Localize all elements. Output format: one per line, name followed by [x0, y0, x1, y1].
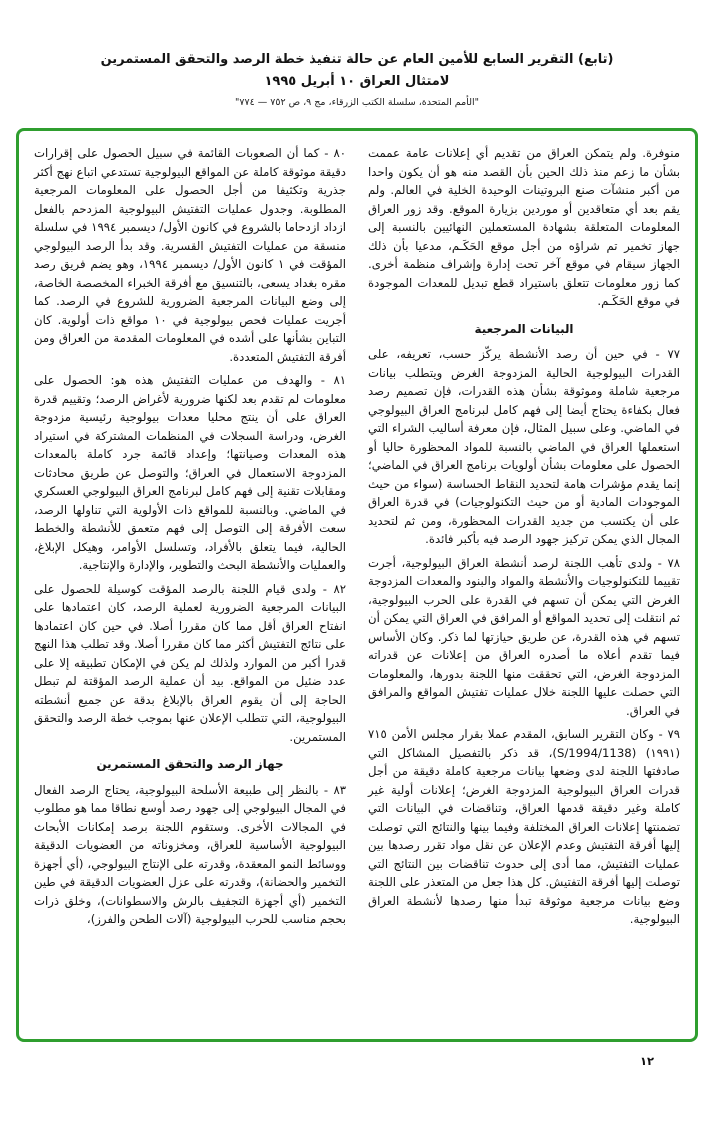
paragraph-78: ٧٨ - ولدى تأهب اللجنة لرصد أنشطة العراق البيولوجية، أجرت تقييما للتكنولوجيات والأنشطة والمواد والبنود والمعدات المزدوجة الغرض التي يمكن أن تسهم في القدرة على الحرب البيولوجية، ثم انتقلت إلى تحديد المواقع أو المرافق في العراق التي يمكن أن تسهم في هذه القدرة، عن طريق حيازتها لما ذكر. وكان الأساس فيما تقدم أعلاه ما أصدره العراق من إعلانات عن قدراته المزدوجة الغرض، التي تحققت منها اللجنة بدورها، والمعلومات التي حصلت عليها اللجنة خلال عمليات تفتيش المواقع والمرافق في العراق.: [367, 555, 680, 718]
column-left: [34, 144, 346, 1026]
paragraph-79: ٧٩ - وكان التقرير السابق، المقدم عملا بقرار مجلس الأمن ٧١٥ (١٩٩١) (S/1994/1138)، قد ذكر بالتفصيل المشاكل التي صادفتها اللجنة لدى وضعها بيانات مرجعية كاملة دقيقة من أجل قدرات العراق البيولوجية المزدوجة الغرض؛ إعلانات أولية غير كاملة وغير دقيقة قدمها العراق، وتناقضات في البيانات التي تضمنتها إعلانات العراق المختلفة وفيما بينها والنتائج التي توصلت إليها أفرقة التفتيش وعدم الإعلان عن نقل مواد تقرر رصدها بين عمليات التفتيش، مما أدى إلى حدوث تناقضات بين النتائج التي توصلت إليها أفرقة التفتيش. كل هذا جعل من المتعذر على اللجنة وضع بيانات مرجعية موثوقة تبدأ منها رصدها لأنشطة العراق البيولوجية.: [368, 727, 680, 926]
paragraph-83: ٨٣ - بالنظر إلى طبيعة الأسلحة البيولوجية، يحتاج الرصد الفعال في المجال البيولوجي إلى جهود رصد أوسع نطاقا مما هو مطلوب في المجالات الأخرى. وستقوم اللجنة برصد إمكانات الأبحاث البيولوجية الأساسية للعراق، ومخزوناته من العضويات الدقيقة ووسائط النمو المعقدة، وقدرته على الإنتاج البيولوجي، (أي أجهزة التخمير والحضانة)، وقدرته على عزل العضويات الدقيقة في طين التخمير (أي أجهزة التجفيف بالرش والاسطوانات)، وخلق ذرات بحجم مناسب للحرب البيولوجية (آلات الطحن والفرز)،: [34, 782, 346, 926]
text-frame-border: [16, 128, 698, 1042]
document-source-note: "الأمم المتحدة، سلسلة الكتب الزرقاء، مج ٩، ص ٧٥٢ — ٧٧٤": [235, 96, 479, 108]
paragraph-77: ٧٧ - في حين أن رصد الأنشطة يركّز حسب، تعريفه، على القدرات البيولوجية الحالية المزدوجة الغرض ويتطلب بيانات مرجعية شاملة وموثوقة بشأن هذه القدرات، فإن تصميم رصد فعال بكفاءة يحتاج أيضا إلى فهم كامل لبرنامج العراق البيولوجي في الماضي. وعلى سبيل المثال، فإن معرفة أساليب الشراء التي استعملها العراق في الماضي بالنسبة للمواد المحظورة حاليا أو الحصول على معلومات بشأن أولويات برنامج العراق في الماضي؛ إنما يقدم مؤشرات هامة لتحديد النقاط الحساسة (سواء من حيث الموجودات المادية أو من حيث التكنولوجيات) في قدرة العراق على أن يكتسب من جديد القدرات المحظورة، ومن ثم لتحديد المجال الذي يمكن تركيز جهود الرصد فيه بأكبر فائدة.: [368, 347, 680, 546]
section-heading-monitoring-apparatus: جهاز الرصد والتحقق المستمرين: [96, 757, 284, 771]
paragraph-continuation: منوفرة. ولم يتمكن العراق من تقديم أي إعلانات عامة عممت بشأن ما زعم منذ ذلك الحين بأن القصد منه هو أن يكون واحدا من أكبر منشآت صنع البروتينات الوحيدة الخلية في العالم. ولم يقم بعد أي متعاقدين أو موردين بزيارة الموقع. وقد زور العراق المعلومات المتعلقة بشهادة المستعملين النهائيين بالنسبة إلى جهاز تخمير تم شراؤه من أجل موقع الحَكَـم، مدعيا بأن ذلك الجهاز سيقام في موقع آخر تحت إدارة وإشراف منظمة أخرى. كما زور معلومات تتعلق باستيراد قطع تبديل للمعدات الموجودة في موقع الحَكَـم.: [368, 146, 680, 308]
paragraph-80: ٨٠ - كما أن الصعوبات القائمة في سبيل الحصول على إقرارات دقيقة موثوقة كاملة عن المواقع البيولوجية تستدعي اتباع نهج أكثر جذرية وتكثيفا من أجل الحصول على المعلومات المرجعية المطلوبة. وجدول عمليات التفتيش البيولوجية المزدحم بالفعل ازداد ازدحاما بالشروع في كانون الأول/ ديسمبر ١٩٩٤ في سلسلة منسقة من عمليات التفتيش القسرية. وقد بدأ الرصد البيولوجي المؤقت في ١ كانون الأول/ ديسمبر ١٩٩٤، وهو يضم فريق رصد مقره بغداد يسعى، بالتنسيق مع أفرقة الخبراء المخصصة الخاصة، إلى وضع البيانات المرجعية الضرورية للشروع في الرصد. كما أجريت عمليات فحص بيولوجية في ١٠ مواقع ذات أولوية. كان التباين بشأنها على أشده في المعلومات المقدمة من العراق ومن أفرقة التفتيش المتعددة.: [34, 146, 346, 364]
page-number: ١٢: [640, 1054, 655, 1068]
document-header: [0, 0, 714, 108]
paragraph-81: ٨١ - والهدف من عمليات التفتيش هذه هو: الحصول على معلومات لم تقدم بعد لكنها ضرورية لأغراض الرصد؛ وتقييم قدرة العراق على أن ينتج محليا معدات بيولوجية رئيسية مزدوجة الغرض، ودراسة السجلات في المنظمات المشتركة في استيراد هذه المعدات وصيانتها؛ وإعداد قائمة جرد كاملة بالمعدات المزدوجة الاستعمال في العراق؛ والتوصل عن طريق محادثات ومقابلات تقنية إلى فهم كامل لبرنامج العراق البيولوجي العسكري في الماضي. وبالنسبة للمواقع ذات الأولوية التي تناولها الرصد، سعت الأفرقة إلى التوصل إلى فهم متعمق للأنشطة والخطط الحالية، فيما يتعلق بالأفراد، وتسلسل الأوامر، وهيكل الإبلاغ، والعمليات والأنشطة البحث والتطوير، والإدارة والإنتاجية.: [34, 373, 346, 572]
column-right: [368, 144, 680, 1026]
document-title-line2: لامتثال العراق ١٠ أبريل ١٩٩٥: [264, 73, 450, 89]
paragraph-82: ٨٢ - ولدى قيام اللجنة بالرصد المؤقت كوسيلة للحصول على البيانات المرجعية الضرورية لعملية الرصد، كان اعتمادها على انفتاح العراق أقل مما كان مقررا أصلا. في حين كان اعتمادها على نتائج التفتيش أكثر مما كان مقررا أصلا. وقد تطلب هذا النهج قدرا أكبر من الموارد ولذلك لم يكن في الإمكان تطبيقه إلا على عدد ضئيل من المواقع. بيد أن عملية الرصد المؤقتة لم تبطل الحاجة إلى أن يقوم العراق بالإبلاغ بدقة عن جميع أنشطته البيولوجية، التي تتطلب الإعلان عنها بموجب خطة الرصد والتحقق المستمرين.: [34, 581, 346, 744]
section-heading-reference-data: البيانات المرجعية: [474, 321, 574, 336]
document-title-line1: (تابع) التقرير السابع للأمين العام عن حالة تنفيذ خطة الرصد والتحقق المستمرين: [100, 52, 614, 67]
two-column-layout: [34, 144, 680, 1026]
